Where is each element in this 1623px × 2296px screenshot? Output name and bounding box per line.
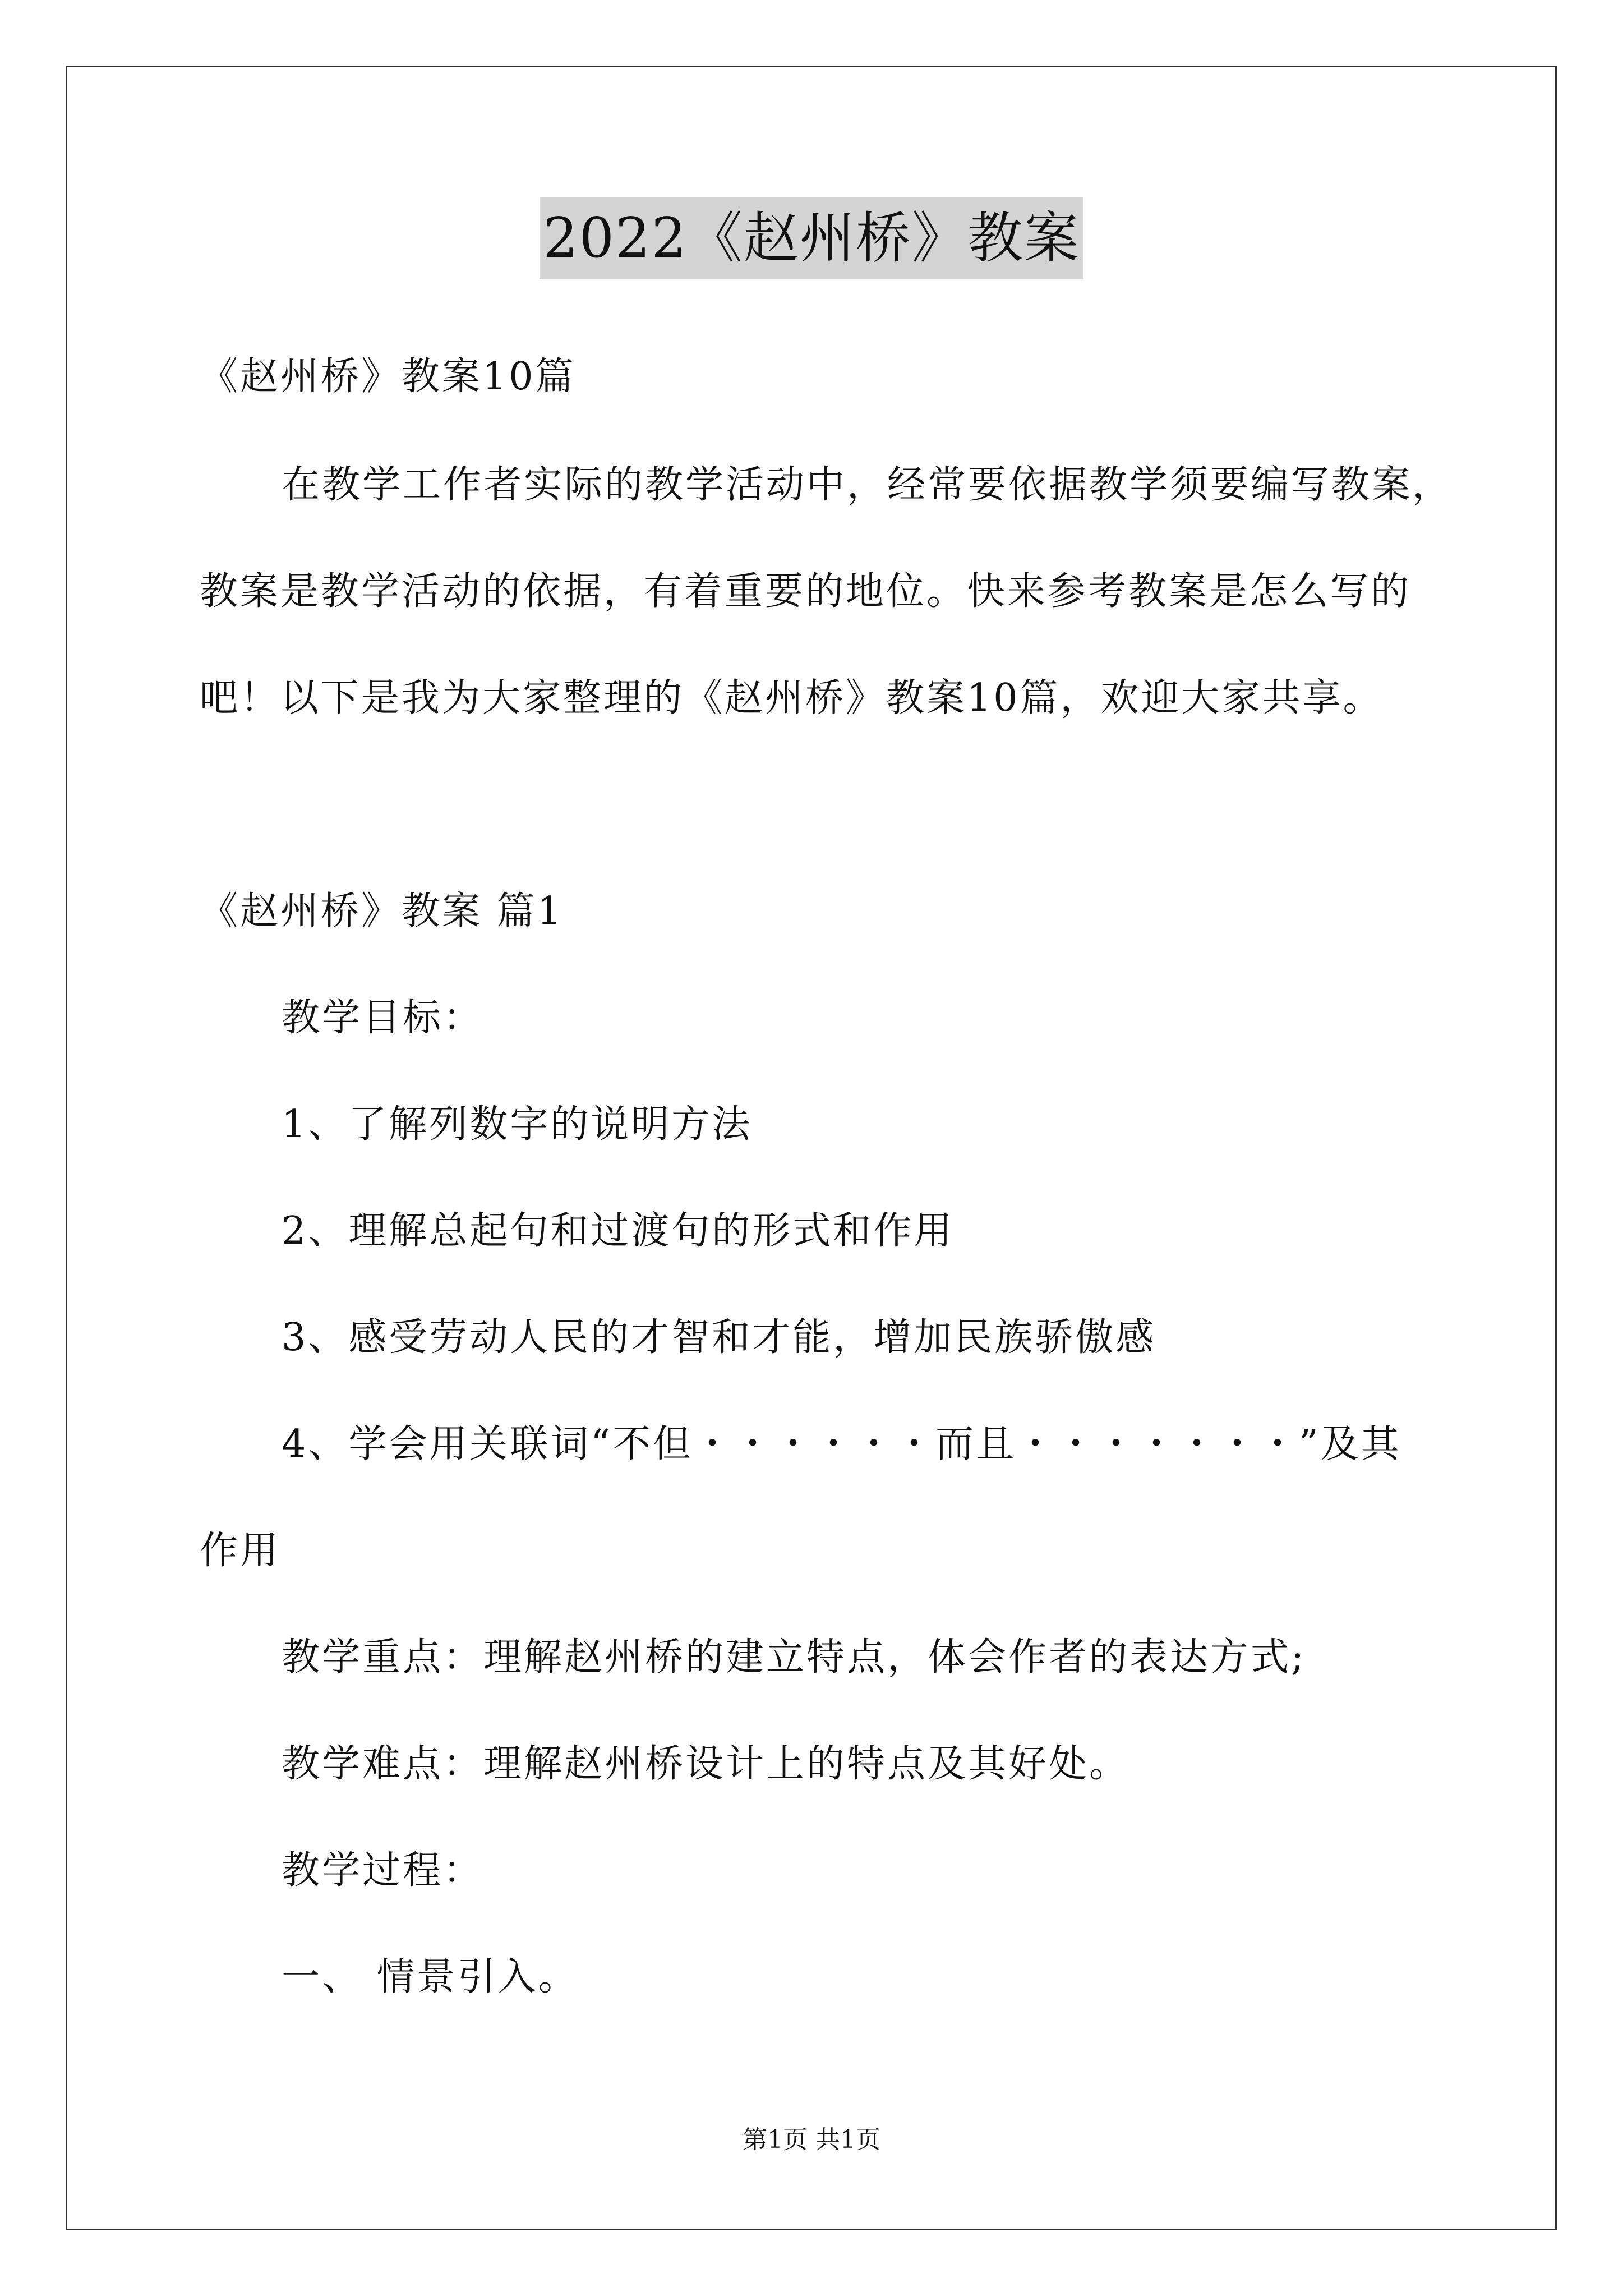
intro-line-2: 教案是教学活动的依据，有着重要的地位。快来参考教案是怎么写的 (200, 569, 1412, 614)
section-heading: 《赵州桥》教案 篇1 (200, 889, 564, 933)
objective-item-4-continued: 作用 (200, 1529, 281, 1573)
difficult-point: 教学难点：理解赵州桥设计上的特点及其好处。 (282, 1742, 1130, 1786)
document-title: 2022《赵州桥》教案 (540, 197, 1083, 279)
title-container (0, 197, 1623, 279)
objectives-label: 教学目标： (282, 996, 484, 1040)
objective-item-4: 4、学会用关联词“不但・・・・・・而且・・・・・・・”及其 (282, 1422, 1401, 1466)
process-step-1: 一、 情景引入。 (282, 1955, 579, 1999)
objective-item-2: 2、理解总起句和过渡句的形式和作用 (282, 1209, 955, 1253)
page-footer: 第1页 共1页 (743, 2125, 880, 2154)
document-subtitle: 《赵州桥》教案10篇 (200, 355, 576, 399)
intro-line-3: 吧！以下是我为大家整理的《赵州桥》教案10篇，欢迎大家共享。 (200, 676, 1384, 720)
process-label: 教学过程： (282, 1848, 484, 1893)
objective-item-3: 3、感受劳动人民的才智和才能，增加民族骄傲感 (282, 1315, 1156, 1360)
intro-line-1: 在教学工作者实际的教学活动中，经常要依据教学须要编写教案， (282, 463, 1453, 507)
objective-item-1: 1、了解列数字的说明方法 (282, 1102, 753, 1147)
key-point: 教学重点：理解赵州桥的建立特点，体会作者的表达方式; (282, 1635, 1306, 1680)
